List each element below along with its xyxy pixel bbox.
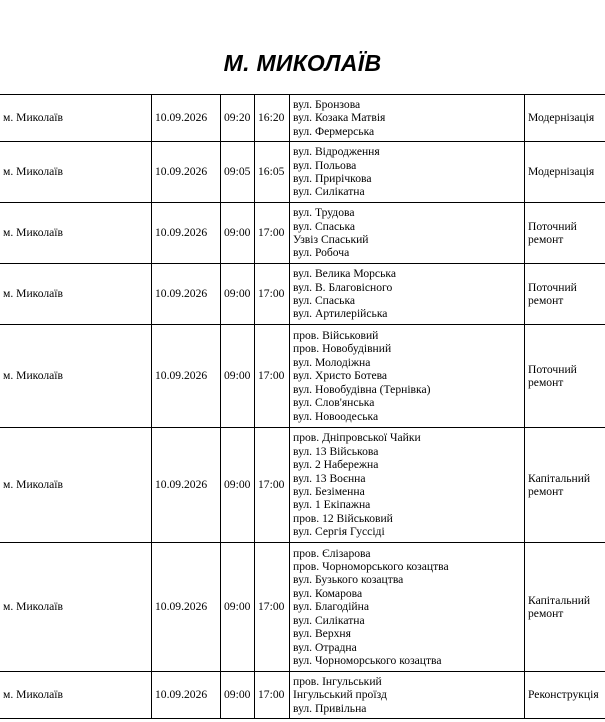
street-item: вул. Сергія Гуссіді (293, 525, 385, 539)
street-item: вул. 2 Набережна (293, 458, 379, 472)
end-time-cell: 17:00 (255, 325, 290, 428)
street-item: пров. Військовий (293, 329, 379, 343)
work-type-cell: Поточний ремонт (525, 203, 605, 264)
street-item: вул. Привільна (293, 701, 367, 715)
start-time-cell: 09:00 (221, 264, 255, 325)
street-item: вул. Силікатна (293, 613, 365, 627)
start-time-cell: 09:05 (221, 142, 255, 203)
end-time-cell: 17:00 (255, 428, 290, 543)
end-time-cell: 17:00 (255, 264, 290, 325)
city-cell: м. Миколаїв (0, 264, 152, 325)
city-cell: м. Миколаїв (0, 428, 152, 543)
street-item: пров. Інгульський (293, 674, 382, 688)
street-item: вул. Комарова (293, 586, 363, 600)
table-row (0, 95, 605, 142)
work-type-cell: Модернізація (525, 95, 605, 142)
table-row (0, 672, 605, 719)
table-row (0, 142, 605, 203)
end-time-cell: 17:00 (255, 203, 290, 264)
end-time-cell: 17:00 (255, 543, 290, 672)
date-cell: 10.09.2026 (152, 264, 221, 325)
streets-cell (290, 325, 525, 428)
page-title: М. МИКОЛАЇВ (223, 50, 382, 76)
streets-cell (290, 672, 525, 719)
streets-cell (290, 203, 525, 264)
street-item: вул. Верхня (293, 627, 351, 641)
date-cell: 10.09.2026 (152, 672, 221, 719)
street-item: пров. Новобудівний (293, 342, 392, 356)
work-type-cell: Модернізація (525, 142, 605, 203)
start-time-cell: 09:00 (221, 203, 255, 264)
date-cell: 10.09.2026 (152, 203, 221, 264)
street-item: вул. Відродження (293, 145, 380, 159)
city-cell: м. Миколаїв (0, 543, 152, 672)
date-cell: 10.09.2026 (152, 428, 221, 543)
streets-cell (290, 264, 525, 325)
street-item: пров. 12 Військовий (293, 511, 393, 525)
city-cell: м. Миколаїв (0, 95, 152, 142)
date-cell: 10.09.2026 (152, 325, 221, 428)
streets-cell (290, 95, 525, 142)
street-item: вул. Чорноморського козацтва (293, 653, 442, 667)
streets-cell (290, 428, 525, 543)
date-cell: 10.09.2026 (152, 142, 221, 203)
street-item: вул. Козака Матвія (293, 111, 386, 125)
street-item: вул. Прирічкова (293, 172, 372, 185)
street-item: пров. Єлізарова (293, 546, 371, 560)
outage-schedule-table (0, 94, 605, 719)
street-item: вул. Новоодеська (293, 409, 379, 423)
street-item: вул. 1 Екіпажна (293, 498, 371, 512)
work-type-cell: Капітальний ремонт (525, 428, 605, 543)
street-item: вул. Спаська (293, 294, 356, 307)
city-cell: м. Миколаїв (0, 142, 152, 203)
end-time-cell: 16:05 (255, 142, 290, 203)
street-item: вул. Отрадна (293, 640, 357, 654)
end-time-cell: 16:20 (255, 95, 290, 142)
street-item: вул. Фермерська (293, 124, 375, 138)
table-row (0, 428, 605, 543)
start-time-cell: 09:00 (221, 672, 255, 719)
street-item: вул. В. Благовісного (293, 280, 393, 294)
city-cell: м. Миколаїв (0, 672, 152, 719)
street-item: вул. Велика Морська (293, 267, 396, 281)
table-row (0, 325, 605, 428)
work-type-cell: Поточний ремонт (525, 325, 605, 428)
street-item: вул. 13 Воєнна (293, 471, 366, 485)
date-cell: 10.09.2026 (152, 543, 221, 672)
start-time-cell: 09:00 (221, 543, 255, 672)
table-row (0, 203, 605, 264)
start-time-cell: 09:20 (221, 95, 255, 142)
street-item: пров. Дніпровської Чайки (293, 431, 421, 445)
street-item: вул. Новобудівна (Тернівка) (293, 382, 431, 396)
street-item: вул. Безіменна (293, 485, 365, 498)
street-item: вул. Артилерійська (293, 307, 388, 321)
street-item: пров. Чорноморського козацтва (293, 560, 449, 574)
street-item: вул. Трудова (293, 206, 355, 220)
date-cell: 10.09.2026 (152, 95, 221, 142)
city-cell: м. Миколаїв (0, 203, 152, 264)
street-item: вул. 13 Військова (293, 444, 379, 458)
street-item: вул. Христо Ботева (293, 369, 388, 383)
start-time-cell: 09:00 (221, 428, 255, 543)
start-time-cell: 09:00 (221, 325, 255, 428)
street-item: Інгульський проїзд (293, 688, 387, 702)
table-row (0, 543, 605, 672)
end-time-cell: 17:00 (255, 672, 290, 719)
work-type-cell: Поточний ремонт (525, 264, 605, 325)
table-row (0, 264, 605, 325)
streets-cell (290, 543, 525, 672)
street-item: вул. Спаська (293, 219, 356, 233)
streets-cell (290, 142, 525, 203)
street-item: вул. Робоча (293, 246, 350, 260)
schedule-body (0, 95, 605, 719)
street-item: вул. Бронзова (293, 97, 361, 111)
street-item: вул. Польова (293, 158, 357, 172)
city-cell: м. Миколаїв (0, 325, 152, 428)
street-item: вул. Молодіжна (293, 355, 371, 369)
street-item: вул. Бузького козацтва (293, 573, 404, 587)
work-type-cell: Капітальний ремонт (525, 543, 605, 672)
work-type-cell: Реконструкція (525, 672, 605, 719)
street-item: вул. Силікатна (293, 185, 365, 199)
street-item: вул. Благодійна (293, 600, 369, 614)
street-item: вул. Слов'янська (293, 396, 375, 410)
street-item: Узвіз Спаський (293, 233, 369, 246)
